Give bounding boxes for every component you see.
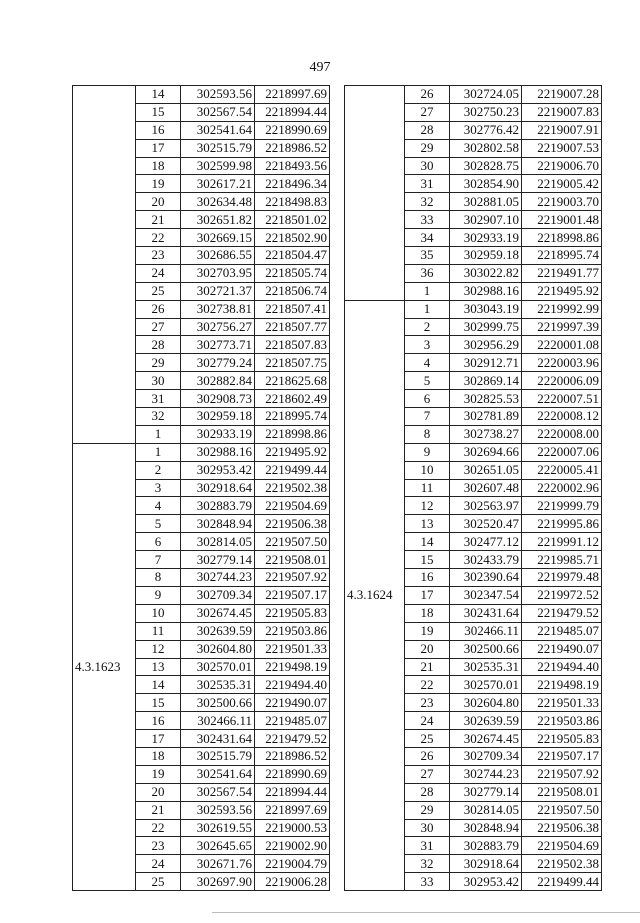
point-number-cell: 11	[136, 622, 181, 640]
x-coordinate-cell: 302959.18	[450, 247, 522, 265]
y-coordinate-cell: 2219479.52	[255, 730, 330, 748]
x-coordinate-cell: 302669.15	[181, 229, 255, 247]
point-number-cell: 13	[136, 658, 181, 676]
y-coordinate-cell: 2218504.47	[255, 247, 330, 265]
y-coordinate-cell: 2219499.44	[522, 873, 602, 891]
point-number-cell: 23	[136, 837, 181, 855]
y-coordinate-cell: 2219000.53	[255, 819, 330, 837]
x-coordinate-cell: 302671.76	[181, 855, 255, 873]
x-coordinate-cell: 302651.82	[181, 211, 255, 229]
y-coordinate-cell: 2219002.90	[255, 837, 330, 855]
x-coordinate-cell: 302477.12	[450, 533, 522, 551]
x-coordinate-cell: 302953.42	[181, 461, 255, 479]
x-coordinate-cell: 302515.79	[181, 139, 255, 157]
point-number-cell: 12	[405, 497, 450, 515]
x-coordinate-cell: 302953.42	[450, 873, 522, 891]
point-number-cell: 1	[136, 443, 181, 461]
point-number-cell: 23	[136, 247, 181, 265]
x-coordinate-cell: 302567.54	[181, 783, 255, 801]
x-coordinate-cell: 302988.16	[450, 282, 522, 300]
y-coordinate-cell: 2218990.69	[255, 765, 330, 783]
point-number-cell: 21	[405, 658, 450, 676]
point-number-cell: 31	[136, 390, 181, 408]
x-coordinate-cell: 302567.54	[181, 103, 255, 121]
point-number-cell: 16	[136, 121, 181, 139]
x-coordinate-cell: 302645.65	[181, 837, 255, 855]
x-coordinate-cell: 302744.23	[450, 765, 522, 783]
point-number-cell: 9	[136, 586, 181, 604]
x-coordinate-cell: 302515.79	[181, 747, 255, 765]
x-coordinate-cell: 302619.55	[181, 819, 255, 837]
y-coordinate-cell: 2219499.44	[255, 461, 330, 479]
y-coordinate-cell: 2219001.48	[522, 211, 602, 229]
y-coordinate-cell: 2219507.50	[255, 533, 330, 551]
y-coordinate-cell: 2219504.69	[255, 497, 330, 515]
point-number-cell: 22	[405, 676, 450, 694]
point-number-cell: 17	[136, 139, 181, 157]
y-coordinate-cell: 2218994.44	[255, 783, 330, 801]
y-coordinate-cell: 2219505.83	[522, 730, 602, 748]
bottom-rule	[212, 912, 640, 913]
point-number-cell: 14	[405, 533, 450, 551]
x-coordinate-cell: 302825.53	[450, 390, 522, 408]
y-coordinate-cell: 2219485.07	[255, 712, 330, 730]
x-coordinate-cell: 302881.05	[450, 193, 522, 211]
x-coordinate-cell: 302500.66	[181, 694, 255, 712]
y-coordinate-cell: 2220007.51	[522, 390, 602, 408]
point-number-cell: 9	[405, 443, 450, 461]
x-coordinate-cell: 302570.01	[181, 658, 255, 676]
point-number-cell: 19	[405, 622, 450, 640]
y-coordinate-cell: 2218505.74	[255, 264, 330, 282]
y-coordinate-cell: 2219972.52	[522, 586, 602, 604]
y-coordinate-cell: 2220002.96	[522, 479, 602, 497]
x-coordinate-cell: 302854.90	[450, 175, 522, 193]
point-number-cell: 30	[405, 819, 450, 837]
y-coordinate-cell: 2219507.92	[522, 765, 602, 783]
y-coordinate-cell: 2218998.86	[522, 229, 602, 247]
x-coordinate-cell: 302814.05	[181, 533, 255, 551]
x-coordinate-cell: 302918.64	[181, 479, 255, 497]
point-number-cell: 31	[405, 175, 450, 193]
point-number-cell: 6	[405, 390, 450, 408]
x-coordinate-cell: 302466.11	[181, 712, 255, 730]
y-coordinate-cell: 2220008.12	[522, 408, 602, 426]
point-number-cell: 20	[136, 783, 181, 801]
point-number-cell: 28	[405, 783, 450, 801]
y-coordinate-cell: 2220003.96	[522, 354, 602, 372]
point-number-cell: 25	[405, 730, 450, 748]
y-coordinate-cell: 2219508.01	[255, 551, 330, 569]
point-number-cell: 20	[405, 640, 450, 658]
point-number-cell: 25	[136, 282, 181, 300]
plot-number-cell	[73, 86, 136, 444]
point-number-cell: 24	[405, 712, 450, 730]
y-coordinate-cell: 2218498.83	[255, 193, 330, 211]
x-coordinate-cell: 302535.31	[450, 658, 522, 676]
point-number-cell: 5	[136, 515, 181, 533]
x-coordinate-cell: 302933.19	[450, 229, 522, 247]
y-coordinate-cell: 2219992.99	[522, 300, 602, 318]
y-coordinate-cell: 2219491.77	[522, 264, 602, 282]
point-number-cell: 29	[136, 354, 181, 372]
x-coordinate-cell: 302779.24	[181, 354, 255, 372]
point-number-cell: 21	[136, 211, 181, 229]
point-number-cell: 34	[405, 229, 450, 247]
y-coordinate-cell: 2219501.33	[255, 640, 330, 658]
y-coordinate-cell: 2218997.69	[255, 801, 330, 819]
point-number-cell: 4	[136, 497, 181, 515]
point-number-cell: 11	[405, 479, 450, 497]
point-number-cell: 30	[405, 157, 450, 175]
y-coordinate-cell: 2218625.68	[255, 372, 330, 390]
y-coordinate-cell: 2218507.41	[255, 300, 330, 318]
x-coordinate-cell: 302709.34	[181, 586, 255, 604]
y-coordinate-cell: 2218496.34	[255, 175, 330, 193]
point-number-cell: 31	[405, 837, 450, 855]
y-coordinate-cell: 2218507.83	[255, 336, 330, 354]
y-coordinate-cell: 2219490.07	[255, 694, 330, 712]
table-row	[345, 300, 602, 318]
point-number-cell: 3	[136, 479, 181, 497]
point-number-cell: 4	[405, 354, 450, 372]
y-coordinate-cell: 2219507.92	[255, 569, 330, 587]
y-coordinate-cell: 2218501.02	[255, 211, 330, 229]
y-coordinate-cell: 2218506.74	[255, 282, 330, 300]
y-coordinate-cell: 2220008.00	[522, 425, 602, 443]
x-coordinate-cell: 302500.66	[450, 640, 522, 658]
point-number-cell: 26	[136, 300, 181, 318]
y-coordinate-cell: 2219503.86	[522, 712, 602, 730]
y-coordinate-cell: 2219507.17	[522, 747, 602, 765]
point-number-cell: 22	[136, 229, 181, 247]
point-number-cell: 27	[136, 318, 181, 336]
y-coordinate-cell: 2219507.17	[255, 586, 330, 604]
y-coordinate-cell: 2218602.49	[255, 390, 330, 408]
y-coordinate-cell: 2218507.75	[255, 354, 330, 372]
y-coordinate-cell: 2219502.38	[255, 479, 330, 497]
plot-number-cell: 4.3.1623	[73, 443, 136, 890]
point-number-cell: 17	[405, 586, 450, 604]
point-number-cell: 29	[405, 139, 450, 157]
y-coordinate-cell: 2219005.42	[522, 175, 602, 193]
y-coordinate-cell: 2219502.38	[522, 855, 602, 873]
point-number-cell: 35	[405, 247, 450, 265]
y-coordinate-cell: 2219506.38	[255, 515, 330, 533]
x-coordinate-cell: 302802.58	[450, 139, 522, 157]
point-number-cell: 2	[405, 318, 450, 336]
point-number-cell: 6	[136, 533, 181, 551]
x-coordinate-cell: 302738.81	[181, 300, 255, 318]
x-coordinate-cell: 302883.79	[450, 837, 522, 855]
point-number-cell: 32	[405, 193, 450, 211]
x-coordinate-cell: 302686.55	[181, 247, 255, 265]
y-coordinate-cell: 2219479.52	[522, 604, 602, 622]
x-coordinate-cell: 302869.14	[450, 372, 522, 390]
y-coordinate-cell: 2219007.28	[522, 86, 602, 104]
x-coordinate-cell: 302431.64	[181, 730, 255, 748]
x-coordinate-cell: 302541.64	[181, 765, 255, 783]
x-coordinate-cell: 303022.82	[450, 264, 522, 282]
point-number-cell: 29	[405, 801, 450, 819]
x-coordinate-cell: 302999.75	[450, 318, 522, 336]
y-coordinate-cell: 2219498.19	[522, 676, 602, 694]
y-coordinate-cell: 2219004.79	[255, 855, 330, 873]
point-number-cell: 7	[136, 551, 181, 569]
y-coordinate-cell: 2219498.19	[255, 658, 330, 676]
x-coordinate-cell: 302776.42	[450, 121, 522, 139]
point-number-cell: 28	[136, 336, 181, 354]
y-coordinate-cell: 2219506.38	[522, 819, 602, 837]
point-number-cell: 18	[136, 747, 181, 765]
page-number: 497	[309, 60, 331, 75]
y-coordinate-cell: 2219007.53	[522, 139, 602, 157]
x-coordinate-cell: 302883.79	[181, 497, 255, 515]
point-number-cell: 15	[136, 103, 181, 121]
point-number-cell: 5	[405, 372, 450, 390]
y-coordinate-cell: 2220006.09	[522, 372, 602, 390]
x-coordinate-cell: 302738.27	[450, 425, 522, 443]
y-coordinate-cell: 2219490.07	[522, 640, 602, 658]
y-coordinate-cell: 2218990.69	[255, 121, 330, 139]
y-coordinate-cell: 2218994.44	[255, 103, 330, 121]
x-coordinate-cell: 302744.23	[181, 569, 255, 587]
x-coordinate-cell: 302639.59	[450, 712, 522, 730]
point-number-cell: 12	[136, 640, 181, 658]
y-coordinate-cell: 2218995.74	[522, 247, 602, 265]
table-row	[73, 443, 330, 461]
y-coordinate-cell: 2218507.77	[255, 318, 330, 336]
y-coordinate-cell: 2219991.12	[522, 533, 602, 551]
x-coordinate-cell: 302639.59	[181, 622, 255, 640]
x-coordinate-cell: 302697.90	[181, 873, 255, 891]
point-number-cell: 19	[136, 765, 181, 783]
point-number-cell: 2	[136, 461, 181, 479]
plot-number-cell: 4.3.1624	[345, 300, 405, 890]
point-number-cell: 20	[136, 193, 181, 211]
point-number-cell: 24	[136, 855, 181, 873]
coordinates-table-right	[344, 85, 602, 891]
y-coordinate-cell: 2219007.91	[522, 121, 602, 139]
x-coordinate-cell: 302570.01	[450, 676, 522, 694]
x-coordinate-cell: 303043.19	[450, 300, 522, 318]
y-coordinate-cell: 2219997.39	[522, 318, 602, 336]
point-number-cell: 15	[136, 694, 181, 712]
x-coordinate-cell: 302709.34	[450, 747, 522, 765]
point-number-cell: 36	[405, 264, 450, 282]
x-coordinate-cell: 302779.14	[181, 551, 255, 569]
y-coordinate-cell: 2219505.83	[255, 604, 330, 622]
y-coordinate-cell: 2219508.01	[522, 783, 602, 801]
point-number-cell: 25	[136, 873, 181, 891]
point-number-cell: 32	[136, 408, 181, 426]
x-coordinate-cell: 302390.64	[450, 569, 522, 587]
x-coordinate-cell: 302882.84	[181, 372, 255, 390]
x-coordinate-cell: 302520.47	[450, 515, 522, 533]
x-coordinate-cell: 302773.71	[181, 336, 255, 354]
x-coordinate-cell: 302634.48	[181, 193, 255, 211]
y-coordinate-cell: 2218997.69	[255, 86, 330, 104]
x-coordinate-cell: 302988.16	[181, 443, 255, 461]
table-row	[73, 86, 330, 104]
y-coordinate-cell: 2219995.86	[522, 515, 602, 533]
point-number-cell: 33	[405, 873, 450, 891]
y-coordinate-cell: 2219494.40	[522, 658, 602, 676]
x-coordinate-cell: 302956.29	[450, 336, 522, 354]
point-number-cell: 32	[405, 855, 450, 873]
x-coordinate-cell: 302907.10	[450, 211, 522, 229]
y-coordinate-cell: 2218502.90	[255, 229, 330, 247]
point-number-cell: 16	[136, 712, 181, 730]
x-coordinate-cell: 302918.64	[450, 855, 522, 873]
y-coordinate-cell: 2220001.08	[522, 336, 602, 354]
x-coordinate-cell: 302593.56	[181, 86, 255, 104]
y-coordinate-cell: 2219504.69	[522, 837, 602, 855]
y-coordinate-cell: 2218986.52	[255, 139, 330, 157]
point-number-cell: 33	[405, 211, 450, 229]
point-number-cell: 8	[405, 425, 450, 443]
point-number-cell: 14	[136, 86, 181, 104]
point-number-cell: 15	[405, 551, 450, 569]
x-coordinate-cell: 302724.05	[450, 86, 522, 104]
point-number-cell: 7	[405, 408, 450, 426]
y-coordinate-cell: 2218995.74	[255, 408, 330, 426]
x-coordinate-cell: 302604.80	[450, 694, 522, 712]
x-coordinate-cell: 302750.23	[450, 103, 522, 121]
x-coordinate-cell: 302848.94	[181, 515, 255, 533]
x-coordinate-cell: 302721.37	[181, 282, 255, 300]
point-number-cell: 18	[136, 157, 181, 175]
x-coordinate-cell: 302466.11	[450, 622, 522, 640]
x-coordinate-cell: 302347.54	[450, 586, 522, 604]
x-coordinate-cell: 302599.98	[181, 157, 255, 175]
point-number-cell: 18	[405, 604, 450, 622]
y-coordinate-cell: 2219495.92	[255, 443, 330, 461]
point-number-cell: 10	[136, 604, 181, 622]
y-coordinate-cell: 2218986.52	[255, 747, 330, 765]
x-coordinate-cell: 302694.66	[450, 443, 522, 461]
x-coordinate-cell: 302607.48	[450, 479, 522, 497]
table-row	[345, 86, 602, 104]
x-coordinate-cell: 302703.95	[181, 264, 255, 282]
y-coordinate-cell: 2218998.86	[255, 425, 330, 443]
y-coordinate-cell: 2219495.92	[522, 282, 602, 300]
x-coordinate-cell: 302535.31	[181, 676, 255, 694]
point-number-cell: 8	[136, 569, 181, 587]
point-number-cell: 17	[136, 730, 181, 748]
point-number-cell: 10	[405, 461, 450, 479]
y-coordinate-cell: 2219985.71	[522, 551, 602, 569]
point-number-cell: 22	[136, 819, 181, 837]
y-coordinate-cell: 2219507.50	[522, 801, 602, 819]
x-coordinate-cell: 302828.75	[450, 157, 522, 175]
x-coordinate-cell: 302541.64	[181, 121, 255, 139]
point-number-cell: 13	[405, 515, 450, 533]
point-number-cell: 26	[405, 86, 450, 104]
x-coordinate-cell: 302908.73	[181, 390, 255, 408]
point-number-cell: 26	[405, 747, 450, 765]
y-coordinate-cell: 2219485.07	[522, 622, 602, 640]
x-coordinate-cell: 302779.14	[450, 783, 522, 801]
y-coordinate-cell: 2220007.06	[522, 443, 602, 461]
y-coordinate-cell: 2219999.79	[522, 497, 602, 515]
point-number-cell: 16	[405, 569, 450, 587]
point-number-cell: 27	[405, 765, 450, 783]
point-number-cell: 1	[405, 300, 450, 318]
x-coordinate-cell: 302674.45	[181, 604, 255, 622]
y-coordinate-cell: 2219979.48	[522, 569, 602, 587]
x-coordinate-cell: 302933.19	[181, 425, 255, 443]
x-coordinate-cell: 302617.21	[181, 175, 255, 193]
y-coordinate-cell: 2219006.70	[522, 157, 602, 175]
point-number-cell: 21	[136, 801, 181, 819]
x-coordinate-cell: 302604.80	[181, 640, 255, 658]
x-coordinate-cell: 302781.89	[450, 408, 522, 426]
x-coordinate-cell: 302593.56	[181, 801, 255, 819]
y-coordinate-cell: 2219503.86	[255, 622, 330, 640]
y-coordinate-cell: 2219006.28	[255, 873, 330, 891]
x-coordinate-cell: 302563.97	[450, 497, 522, 515]
y-coordinate-cell: 2219494.40	[255, 676, 330, 694]
y-coordinate-cell: 2219501.33	[522, 694, 602, 712]
point-number-cell: 24	[136, 264, 181, 282]
point-number-cell: 23	[405, 694, 450, 712]
x-coordinate-cell: 302674.45	[450, 730, 522, 748]
point-number-cell: 27	[405, 103, 450, 121]
x-coordinate-cell: 302912.71	[450, 354, 522, 372]
x-coordinate-cell: 302431.64	[450, 604, 522, 622]
point-number-cell: 28	[405, 121, 450, 139]
x-coordinate-cell: 302814.05	[450, 801, 522, 819]
y-coordinate-cell: 2218493.56	[255, 157, 330, 175]
y-coordinate-cell: 2219007.83	[522, 103, 602, 121]
point-number-cell: 1	[405, 282, 450, 300]
plot-number-cell	[345, 86, 405, 301]
x-coordinate-cell: 302433.79	[450, 551, 522, 569]
point-number-cell: 19	[136, 175, 181, 193]
y-coordinate-cell: 2220005.41	[522, 461, 602, 479]
x-coordinate-cell: 302959.18	[181, 408, 255, 426]
x-coordinate-cell: 302651.05	[450, 461, 522, 479]
x-coordinate-cell: 302756.27	[181, 318, 255, 336]
point-number-cell: 1	[136, 425, 181, 443]
point-number-cell: 30	[136, 372, 181, 390]
y-coordinate-cell: 2219003.70	[522, 193, 602, 211]
point-number-cell: 3	[405, 336, 450, 354]
coordinates-table-left	[72, 85, 330, 891]
x-coordinate-cell: 302848.94	[450, 819, 522, 837]
point-number-cell: 14	[136, 676, 181, 694]
